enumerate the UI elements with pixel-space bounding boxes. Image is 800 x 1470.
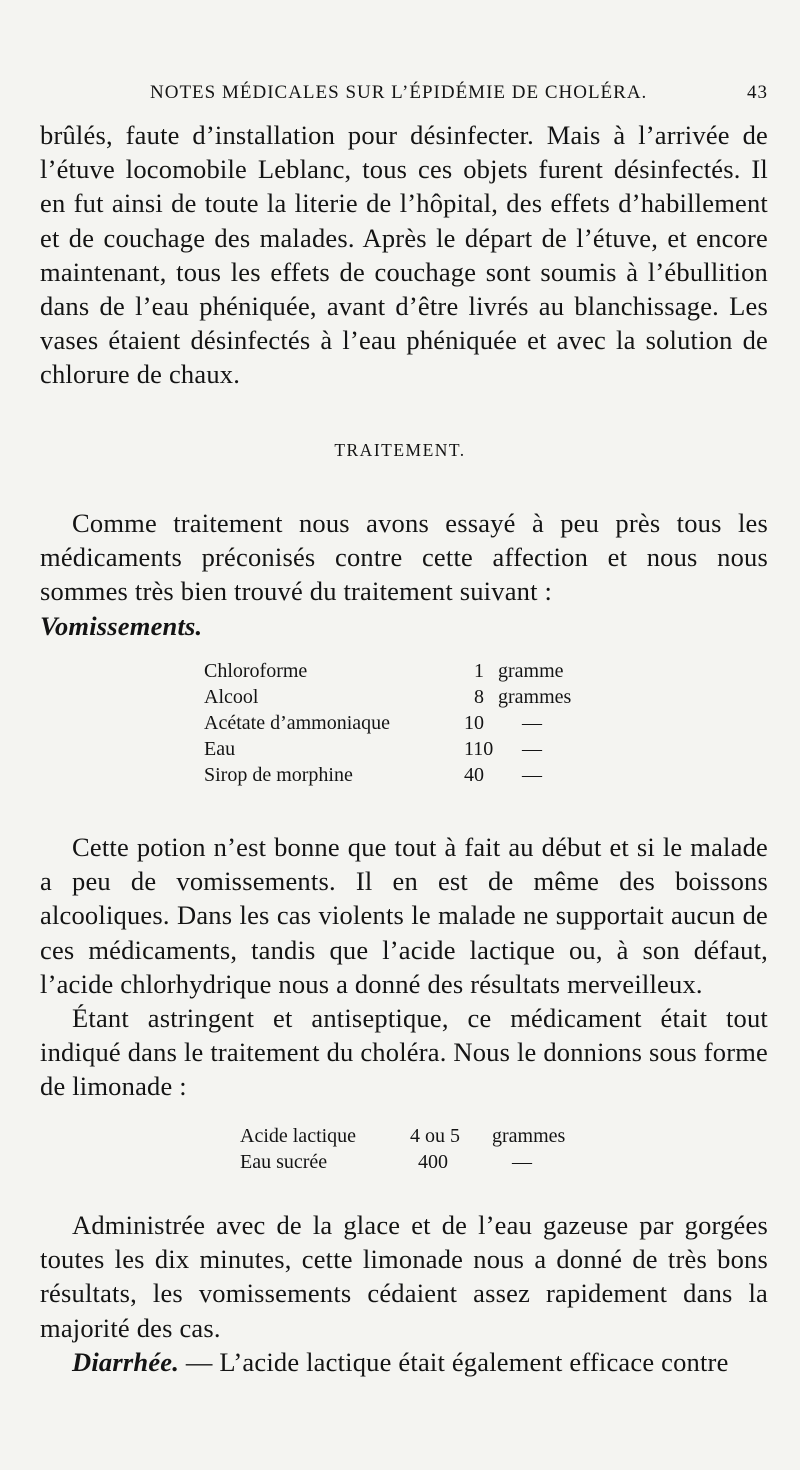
- paragraph-text: Administrée avec de la glace et de l’eau gazeuse par gorgées toutes les dix minutes, cette limonade nous a donné de très bons résultats, les vomissements cédaient assez rapidement dans la majorité des cas.: [40, 1210, 768, 1343]
- paragraph-text: brûlés, faute d’installation pour désinfecter. Mais à l’arrivée de l’étuve locomobile Leblanc, tous ces objets furent désinfectés. Il en fut ainsi de toute la literie de l’hôpital, des effets d’habillement et de couchage des malades. Après le départ de l’étuve, et encore maintenant, tous les effets de couchage sont soumis à l’ébullition dans de l’eau phéniquée, avant d’être livrés au blanchissage. Les vases étaient désinfectés à l’eau phéniquée et avec la solution de chlorure de chaux.: [40, 120, 768, 390]
- ingredient-amount: 400: [418, 1151, 448, 1173]
- paragraph-diarrhee: [40, 1345, 768, 1379]
- ingredient-name: Eau sucrée: [240, 1151, 328, 1173]
- prescription-row: [240, 1123, 600, 1149]
- subheading-vomissements: [40, 609, 768, 643]
- paragraph-treatment: [40, 506, 768, 643]
- prescription-row: [204, 710, 604, 736]
- prescription-limonade: [240, 1123, 600, 1175]
- ingredient-unit: grammes: [498, 686, 572, 708]
- ingredient-amount: 110: [464, 738, 494, 760]
- ingredient-name: Sirop de morphine: [204, 764, 353, 786]
- ingredient-unit: gramme: [498, 660, 564, 682]
- ingredient-amount: 8: [474, 686, 484, 708]
- prescription-row: [204, 736, 604, 762]
- paragraph-text: Étant astringent et antiseptique, ce médicament était tout indiqué dans le traitement du choléra. Nous le donnions sous forme de limonade :: [40, 1003, 768, 1102]
- ingredient-amount: 1: [474, 660, 484, 682]
- ingredient-unit: grammes: [492, 1125, 566, 1147]
- ingredient-amount: 4 ou 5: [410, 1125, 460, 1147]
- ingredient-name: Alcool: [204, 686, 259, 708]
- ingredient-name: Acétate d’ammoniaque: [204, 712, 391, 734]
- ingredient-unit: —: [522, 738, 542, 760]
- paragraph-limonade-results: [40, 1208, 768, 1379]
- ingredient-name: Acide lactique: [240, 1125, 357, 1147]
- ingredient-unit: —: [522, 712, 542, 734]
- prescription-row: [204, 658, 604, 684]
- prescription-row: [204, 762, 604, 788]
- ingredient-amount: 40: [464, 764, 484, 786]
- paragraph-potion-notes: [40, 830, 768, 1104]
- running-header: [40, 82, 768, 112]
- paragraph-text: — L’acide lactique était également efficace contre: [179, 1346, 729, 1377]
- subheading-label: Diarrhée.: [72, 1346, 180, 1377]
- ingredient-name: Chloroforme: [204, 660, 308, 682]
- section-title: TRAITEMENT.: [334, 440, 466, 460]
- prescription-row: [240, 1149, 600, 1175]
- paragraph-text: Comme traitement nous avons essayé à peu près tous les médicaments préconisés contre cette affection et nous nous sommes très bien trouvé du traitement suivant :: [40, 508, 768, 607]
- paragraph-disinfection: [40, 118, 768, 392]
- subheading-label: Vomissements.: [40, 610, 203, 641]
- prescription-row: [204, 684, 604, 710]
- ingredient-name: Eau: [204, 738, 236, 760]
- ingredient-unit: —: [522, 764, 542, 786]
- ingredient-amount: 10: [464, 712, 484, 734]
- prescription-potion: [204, 658, 604, 788]
- paragraph-text: Cette potion n’est bonne que tout à fait au début et si le malade a peu de vomissements. Il en est de même des boissons alcooliques. Dans les cas violents le malade ne supportait aucun de ces médicaments, tandis que l’acide lactique ou, à son défaut, l’acide chlorhydrique nous a donné des résultats merveilleux.: [40, 832, 768, 999]
- page-number: 43: [747, 82, 768, 103]
- header-title: NOTES MÉDICALES SUR L’ÉPIDÉMIE DE CHOLÉRA.: [150, 82, 648, 103]
- ingredient-unit: —: [512, 1151, 532, 1173]
